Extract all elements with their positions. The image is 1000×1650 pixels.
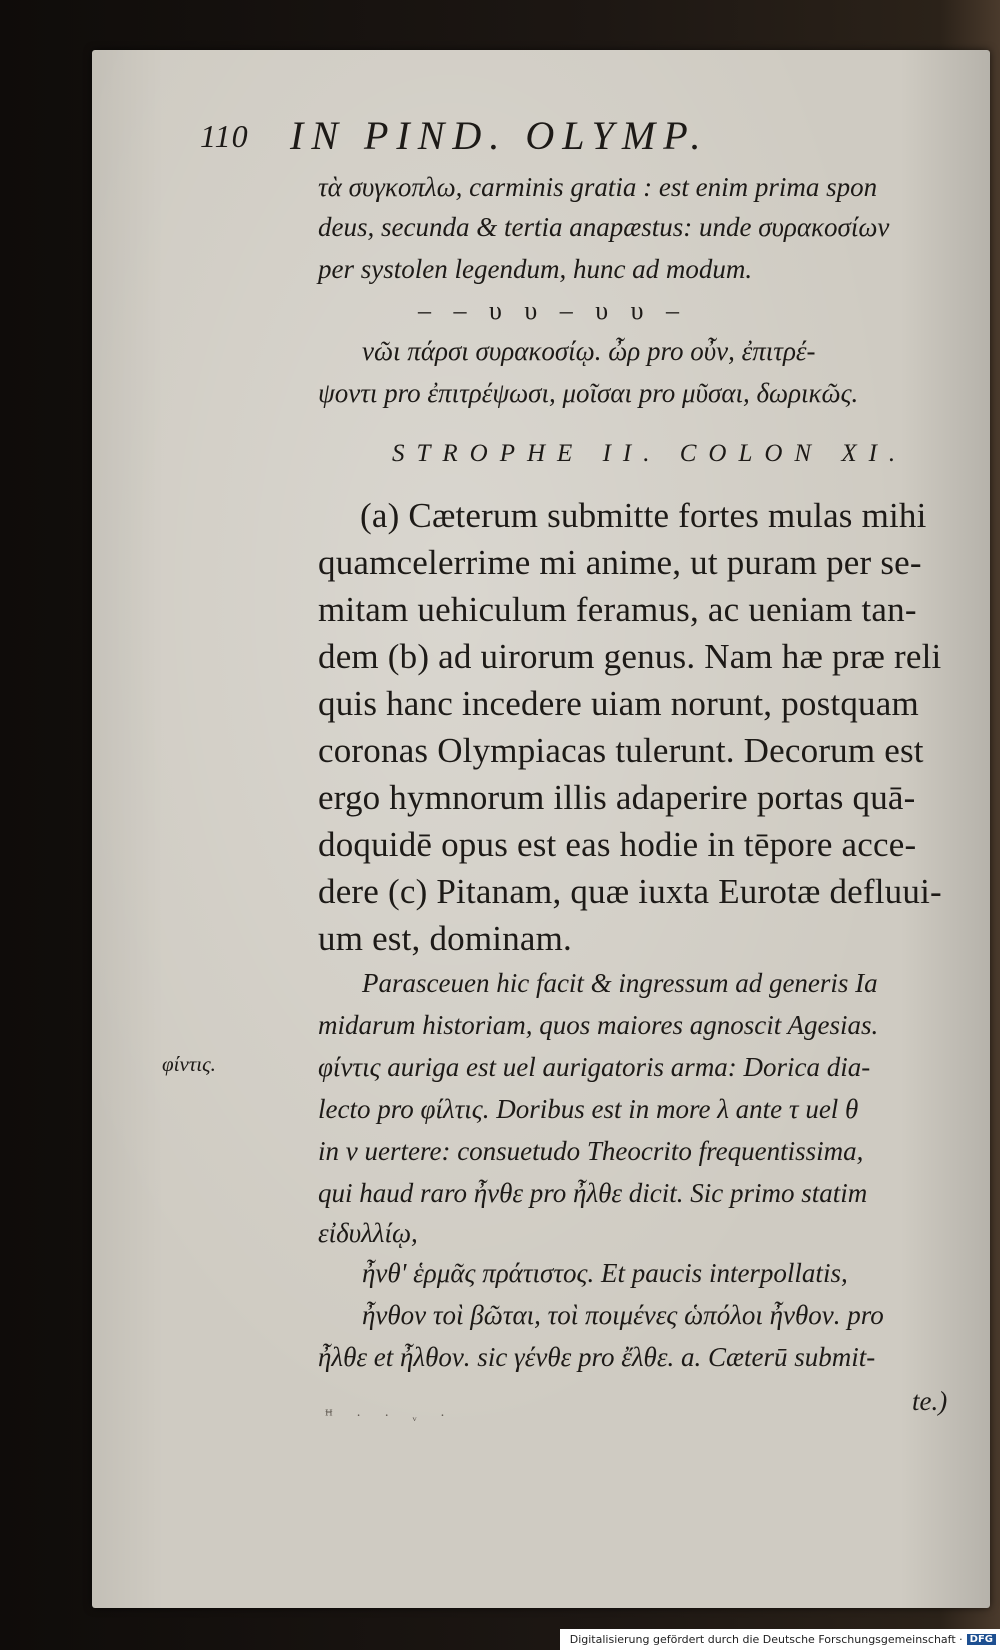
commentary-line: ἦλθε et ἦλθον. sic γένθε pro ἔλθε. a. Cæterū submit-	[318, 1342, 876, 1372]
translation-line: dem (b) ad uirorum genus. Nam hæ præ reli	[318, 637, 942, 676]
commentary-line: midarum historiam, quos maiores agnoscit Agesias.	[318, 1010, 879, 1040]
page-header	[200, 110, 900, 160]
commentary-line: εἰδυλλίῳ,	[318, 1218, 418, 1248]
translation-line: um est, dominam.	[318, 919, 573, 958]
commentary-line: qui haud raro ἦνθε pro ἦλθε dicit. Sic primo statim	[318, 1178, 868, 1208]
translation-line: doquidē opus est eas hodie in tēpore acce-	[318, 825, 917, 864]
commentary-line: ἦνθον τοὶ βῶται, τοὶ ποιμένες ὡπόλοι ἦνθον. pro	[362, 1300, 884, 1330]
ink-smudge: ꟸ · · ᵥ ·	[325, 1409, 455, 1424]
commentary-line: te.)	[912, 1386, 948, 1416]
translation-line: (a) Cæterum submitte fortes mulas mihi	[360, 496, 927, 535]
greek-line: νῶι πάρσι συρακοσίῳ. ὦρ pro οὖν, ἐπιτρέ-	[362, 336, 816, 366]
text-line: per systolen legendum, hunc ad modum.	[318, 254, 753, 284]
translation-line: ergo hymnorum illis adaperire portas quā-	[318, 778, 916, 817]
text-line: τὰ συγκοπλω, carminis gratia : est enim prima spon	[318, 172, 878, 202]
translation-line: dere (c) Pitanam, quæ iuxta Eurotæ defluui-	[318, 872, 942, 911]
digitization-footer	[560, 1629, 1000, 1650]
commentary-line: lecto pro φίλτις. Doribus est in more λ ante τ uel θ	[318, 1094, 859, 1124]
commentary-line: Parasceuen hic facit & ingressum ad generis Ia	[362, 968, 878, 998]
translation-line: coronas Olympiacas tulerunt. Decorum est	[318, 731, 924, 770]
translation-line: mitam uehiculum feramus, ac ueniam tan-	[318, 590, 917, 629]
translation-line: quamcelerrime mi anime, ut puram per se-	[318, 543, 922, 582]
margin-note: φίντις.	[162, 1052, 216, 1076]
section-heading: STROPHE II. COLON XI.	[392, 440, 908, 467]
commentary-line: in ν uertere: consuetudo Theocrito frequentissima,	[318, 1136, 864, 1166]
metrical-scheme: ‒ ‒ υ υ ‒ υ υ ‒	[418, 296, 687, 325]
footer-text: Digitalisierung gefördert durch die Deutsche Forschungsgemeinschaft ·	[569, 1633, 963, 1646]
page-number: 110	[200, 118, 249, 154]
running-title: IN PIND. OLYMP.	[290, 113, 709, 158]
greek-line: ψοντι pro ἐπιτρέψωσι, μοῖσαι pro μῦσαι, δωρικῶς.	[318, 378, 859, 408]
translation-line: quis hanc incedere uiam norunt, postquam	[318, 684, 919, 723]
dfg-logo: DFG	[967, 1634, 996, 1645]
commentary-line: ἦνθ' ἑρμᾶς πράτιστος. Et paucis interpollatis,	[362, 1258, 848, 1288]
text-line: deus, secunda & tertia anapæstus: unde συρακοσίων	[318, 212, 890, 242]
commentary-line: φίντις auriga est uel aurigatoris arma: Dorica dia-	[318, 1052, 871, 1082]
